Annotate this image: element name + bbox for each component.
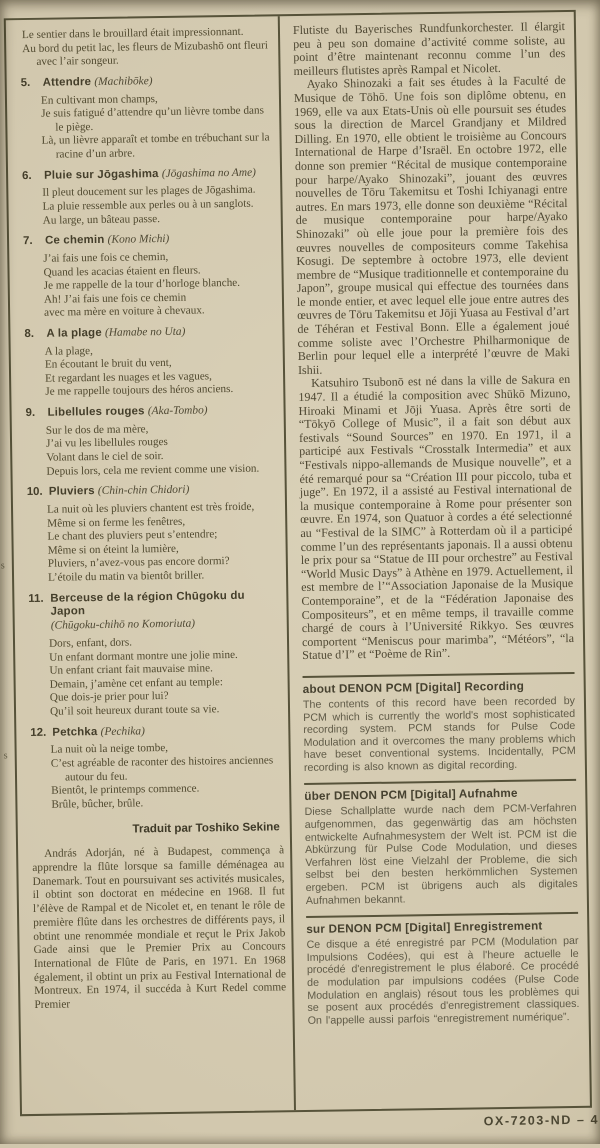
denon-section [303,672,576,775]
song-lyrics [51,741,284,812]
denon-section-heading: sur DENON PCM [Digital] Enregistrement [306,919,543,937]
song-lyrics [41,91,274,162]
lyric-line: Volant dans le ciel de soir. [46,450,164,464]
song-lyrics [43,249,276,320]
song-entry [27,483,280,586]
song-title-wrap [49,483,279,500]
song-heading [28,589,281,634]
song-entry [26,403,279,479]
lyric-line: Je suis fatigué d’attendre qu’un lièvre tombe dans le piège. [41,104,265,134]
lyric-line: Dors, enfant, dors. [48,636,133,650]
song-heading [24,324,276,342]
lyric-line: En écoutant le bruit du vent, [44,357,172,372]
lyric-line: J’ai vu les libellules rouges [45,436,168,451]
lyric-line: Au large, un bâteau passe. [42,212,161,227]
song-title: Libellules rouges [47,405,145,419]
content-frame [4,10,592,1116]
denon-section-body: Diese Schallplatte wurde nach dem PCM-Verfahren aufgenommen, das gegenwärtig das am höchsten entwickelte Aufnahmesystem der Welt ist. PCM ist die Abkürzung für Pulse Code Modulation, und dieses Verfahren löst eine Vielzahl der Probleme, die sich selbst bei den besten herkömmlichen Systemen ergeben. PCM ist übrigens auch als digitales Aufnahmen bekannt. [304,802,578,907]
lyric-line: Et regardant les nuages et les vagues, [45,370,213,385]
song-heading [26,403,278,421]
song-number: 11. [28,592,44,605]
lyric-line: Même si on éteint la lumière, [47,542,179,557]
lyric-line: Je me rappelle toujours des héros anciens. [45,383,234,399]
song-number: 9. [25,406,36,420]
lyric-line: A la plage, [44,344,93,358]
lyric-line: Sur le dos de ma mère, [45,423,149,437]
lyric-line: Ah! J’ai fais une fois ce chemin [43,291,187,306]
song-title-wrap [43,73,273,90]
denon-section-heading: über DENON PCM [Digital] Aufnahme [304,787,518,804]
denon-section-heading: about DENON PCM [Digital] Recording [302,679,525,696]
song-romaji: (Kono Michi) [107,233,170,246]
lyric-line: Bientôt, le printemps commence. [51,782,200,797]
lyric-line: avec ma mère en voiture à chevaux. [44,304,205,320]
song-title-wrap [45,231,275,248]
song-title-wrap [46,324,276,341]
song-entry [30,723,283,812]
song-number: 6. [22,169,32,182]
song-heading [30,723,282,741]
song-number: 5. [20,76,31,89]
song-lyrics [45,342,278,400]
lyric-line: L’étoile du matin va bientôt briller. [47,569,205,584]
song-number: 7. [22,235,33,248]
lyric-line: Pluviers, n’avez-vous pas encore dormi? [47,555,230,571]
song-romaji: (Machibōke) [94,74,153,88]
lyric-line: Au bord du petit lac, les fleurs de Mizubashō ont fleuri avec l’air songeur. [22,39,269,69]
denon-pcm-sections [303,672,580,1027]
lyric-line: Qu’il soit heureux durant toute sa vie. [49,703,220,718]
denon-section-body: Ce disque a été enregistré par PCM (Modulation par Impulsions Codées), qui est à l'heure actuelle le procédé d'enregistrement le plus élaboré. Ce procédé de modulation par impulsions codées (Pulse Code Modulation en anglais) résout tous les problèmes qui se posent aux procédés d'enregistrement classiques. On l'appelle aussi parfois “enregistrement numérique”. [306,935,580,1027]
lyric-line: Depuis lors, cela me revient comme une vision. [46,462,260,478]
song-stanza-continuation [22,25,273,69]
song-lyrics [49,634,282,719]
denon-section-body: The contents of this record have been recorded by PCM which is currently the world's most sophisticated recording system. PCM stands for Pulse Code Modulation and it overcomes the many problems which have beset conventional systems. Incidentally, PCM recording is also known as digital recording. [302,694,576,774]
denon-section [306,912,580,1027]
lyric-line: Brûle, bûcher, brûle. [51,797,144,811]
lyric-line: Le chant des pluviers peut s’entendre; [47,528,218,543]
song-romaji: (Chin-chin Chidori) [97,483,190,498]
lyric-line: Même si on ferme les fenêtres, [47,515,186,530]
bio-paragraph: Katsuhiro Tsubonō est né dans la ville de Sakura en 1947. Il a étudié la composition avec Shūkō Mizuno, Hiroaki Minami et Jōji Yuasa. Après être sorti de “Tōkyō College of Music”, il a fait son début aux festivals “Sound Sources” en 1970. En 1971, il a participé aux Festivals “Crosstalk Intermedia” et aux “Festivals nippo-allemands de Musique nouvelle”, et a été remarqué pour sa “Création III pour piccolo, tuba et juge”. En 1972, il a assisté au Festival international de la musique contemporaine à Rome pour présenter son œuvre. En 1974, son Quatuor à cordes a été selectionné au “Festival de la SIMC” à Rotterdam où il a participé comme l’un des représentants japonais. Il a aussi obtenu le prix pour sa “Statue de III pour orchestre” au Festival “World Music Days” à Athène en 1979. Actuellement, il est membre de l’“Association Japonaise de la Musique Contemporaine”, et de la “Fédération Japonaise des Compositeurs”, et en même temps, il travaille comme chargé de cours à l’Université Rikkyo. Ses œuvres comportent “Meniscus pour marimba”, “Météors”, “la Statue d’I” et “Poème de Rin”. [298,372,575,663]
song-entry [24,324,277,400]
lyric-line: J’ai fais une fois ce chemin, [43,250,169,265]
lyric-line: En cultivant mon champs, [40,92,158,107]
song-number: 8. [24,327,35,340]
song-entry [22,166,275,228]
song-title: Attendre [42,75,92,89]
lyric-line: La nuit où la neige tombe, [50,742,169,757]
lyric-line: Quand les acacias étaient en fleurs. [43,263,201,279]
edge-artifact-mark: s [3,750,8,762]
edge-artifact-mark: s [0,560,5,572]
song-romaji: (Jōgashima no Ame) [161,166,256,180]
lyric-line: Il pleut doucement sur les plages de Jōgashima. [42,183,256,200]
bio-paragraph: Flutiste du Bayerisches Rundfunkorchester. Il élargit peu à peu son domaine d’activité comme soliste, au point d’être maintenant reconnu comme l’un des meilleurs flutistes après Rampal et Nicolet. [292,19,566,78]
song-title: Pluviers [48,485,95,498]
section-divider-rule [306,912,578,918]
lyric-line: La pluie ressemble aux perles ou à un sanglots. [42,197,254,213]
song-title-wrap [48,403,278,420]
lyric-line: Je me rappelle de la tour d’horloge blanche. [43,276,241,292]
song-romaji: (Pechika) [100,724,145,738]
song-list [21,73,284,812]
lyric-line: Demain, j’amène cet enfant au temple: [49,675,224,691]
song-title: Berceuse de la région Chūgoku du Japon [50,589,245,619]
adorjan-bio-paragraph: András Adorján, né à Budapest, commença à apprendre la flûte lorsque sa famille déménagea au Danemark. Tout en poursuivant ses activités musicales, il obtint son doctorat en médecine en 1968. Il fut l’élève de Rampal et de Nicolet et, en tenant le rôle de première flûte dans les orchestres de différents pays, il obtint une renommée mondiale et reçut le Prix Jakob Gade ainsi que le Premier Prix au Concours International de Flûte de Paris, en 1971. En 1968 également, il obtint un prix au Festival International de Montreux. En 1974, il succéda à Kurt Redel comme Premier [32,844,287,1012]
left-column [3,16,294,1114]
song-lyrics [46,421,279,479]
song-heading [23,231,275,249]
song-title: Petchka [52,725,98,739]
section-divider-rule [304,779,576,785]
song-romaji: (Hamabe no Uta) [104,325,186,339]
song-romaji: (Aka-Tombo) [147,404,208,418]
lyric-line: Un enfant dormant montre une jolie mine. [49,648,238,664]
song-romaji: (Chūgoku-chihō no Komoriuta) [50,617,196,632]
song-number: 10. [26,486,43,499]
translator-credit: Traduit par Toshiko Sekine [132,820,280,836]
lyric-line: Le sentier dans le brouillard était impressionnant. [21,25,244,42]
song-lyrics [42,184,275,228]
lyric-line: La nuit où les pluviers chantent est très froide, [46,500,255,516]
song-number: 12. [30,726,47,739]
lyric-line: Un enfant criant fait mauvaise mine. [49,662,213,677]
song-entry [28,589,282,720]
denon-section [304,779,578,907]
song-title: Ce chemin [44,233,105,247]
section-divider-rule [303,672,575,678]
song-title: Pluie sur Jōgashima [43,167,159,182]
song-title-wrap [50,589,281,634]
song-heading [27,483,279,501]
song-entry [23,231,276,320]
song-lyrics [47,500,280,585]
song-heading [22,166,274,184]
song-entry [21,73,274,162]
song-title-wrap [44,166,274,183]
catalog-number: OX-7203-ND – 4 [483,1112,600,1129]
lyric-line: C’est agréable de raconter des histoires anciennes autour du feu. [50,754,274,784]
right-column [278,12,590,1110]
artist-bio-paragraphs [293,20,574,663]
bio-paragraph: Ayako Shinozaki a fait ses études à la Faculté de Musique de Tōhō. Une fois son diplôme obtenu, en 1969, elle va aux Etats-Unis où elle poursuit ses études sous la direction de Marcel Grandjany et Mildred Dilling. En 1970, elle obtient le troisième au Concours International de Harpe d’Israël. En octobre 1972, elle donne son premier “Récital de musique contemporaine pour harpe/Ayako Shinozaki”, jouant des œuvres nouvelles de Tōru Takemitsu et Toshi Ichiyanagi entre autres. En mars 1973, elle donne son deuxième “Récital de musique contemporaine pour harpe/Ayako Shinozaki” où elle joue pour la première fois des œuvres nouvelles de compositeurs comme Takehisa Kosugi. De septembre à octobre 1973, elle devient membre de “Musique traditionnelle et contemporaine du Japon”, groupe musical qui effectue des tournées dans le monde entier, et avec lequel elle joue entre autres des œuvres de Tōru Takemitsu et Jōji Yuasa au Festival d’art de Téhéran et Festival Bonn. Elle a également joué comme soliste avec l’Orchestre Philharmonique de Berlin pour lequel elle a interprété l’œuvre de Maki Ishii. [293,73,570,377]
song-title-wrap [52,723,282,740]
song-title: A la plage [46,326,102,340]
lyric-line: Là, un lièvre apparaît et tombe en trébuchant sur la racine d’un arbre. [41,131,270,161]
song-heading [21,73,273,91]
lyric-line: Que dois-je prier pour lui? [49,690,169,705]
